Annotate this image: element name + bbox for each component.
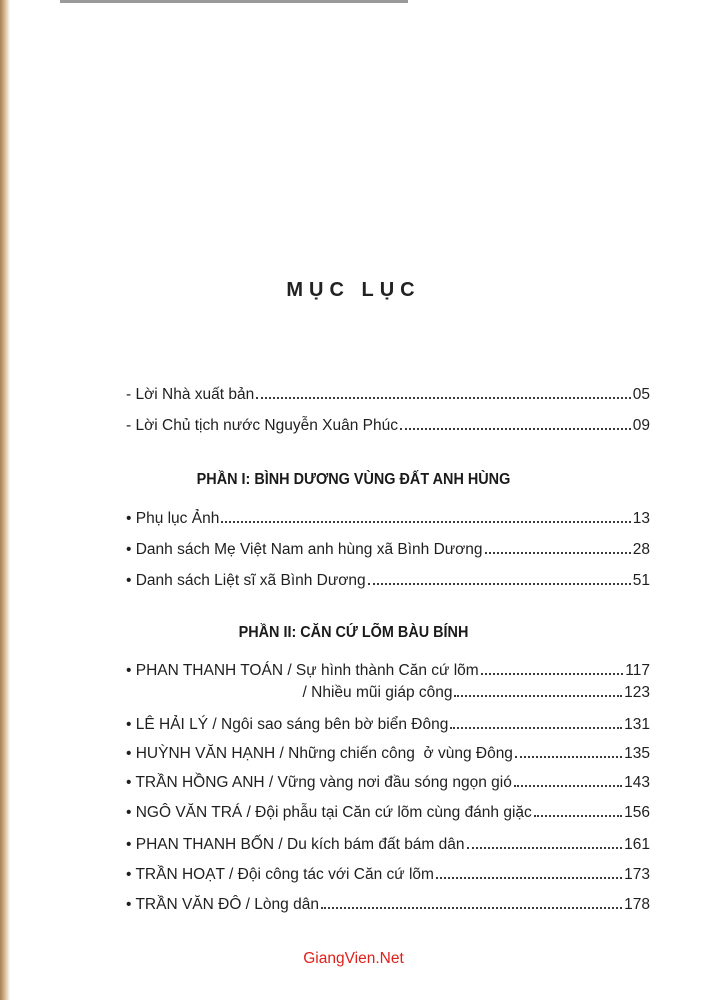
- toc-entry-label: • LÊ HẢI LÝ / Ngôi sao sáng bên bờ biển Đông: [126, 716, 449, 733]
- section-heading-part1: PHẦN I: BÌNH DƯƠNG VÙNG ĐẤT ANH HÙNG: [196, 471, 511, 488]
- toc-entry[interactable]: [126, 766, 650, 792]
- toc-entry-page: 178: [624, 896, 650, 913]
- dot-leader: [436, 877, 622, 879]
- dot-leader: [400, 428, 631, 430]
- toc-entry-label: • PHAN THANH TOÁN / Sự hình thành Căn cứ lõm: [126, 662, 479, 679]
- toc-entry[interactable]: [126, 409, 650, 435]
- toc-entry[interactable]: [126, 737, 650, 763]
- dot-leader: [515, 756, 622, 758]
- dot-leader: [481, 673, 624, 675]
- toc-entry-label: - Lời Nhà xuất bản: [126, 386, 255, 403]
- dot-leader: [221, 521, 630, 523]
- section-heading-part2: PHẦN II: CĂN CỨ LÕM BÀU BÍNH: [238, 624, 469, 641]
- toc-entry[interactable]: [126, 533, 650, 559]
- toc-entry-label: • Phụ lục Ảnh: [126, 510, 220, 527]
- dot-leader: [368, 583, 631, 585]
- toc-entry-label: / Nhiều mũi giáp công: [126, 684, 453, 701]
- toc-entry-page: 173: [624, 866, 650, 883]
- toc-entry-label: • TRẦN VĂN ĐÔ / Lòng dân: [126, 896, 319, 913]
- toc-entry-page: 05: [632, 386, 650, 403]
- page-title: MỤC LỤC: [286, 279, 421, 301]
- toc-entry-page: 135: [624, 745, 650, 762]
- toc-entry-page: 09: [632, 417, 650, 434]
- dot-leader: [454, 695, 622, 697]
- toc-entry-label: • NGÔ VĂN TRÁ / Đội phẫu tại Căn cứ lõm cùng đánh giặc: [126, 804, 532, 821]
- toc-entry[interactable]: [126, 796, 650, 822]
- dot-leader: [534, 815, 622, 817]
- toc-entry-page: 117: [625, 662, 650, 679]
- toc-entry-page: 123: [624, 684, 650, 701]
- dot-leader: [485, 552, 631, 554]
- dot-leader: [321, 907, 622, 909]
- toc-entry-label: • TRẦN HỒNG ANH / Vững vàng nơi đầu sóng ngọn gió: [126, 774, 512, 791]
- dot-leader: [467, 847, 623, 849]
- book-spine-edge: [0, 0, 10, 1000]
- dot-leader: [514, 785, 622, 787]
- toc-entry-page: 51: [632, 572, 650, 589]
- toc-entry-page: 156: [624, 804, 650, 821]
- scan-top-edge: [60, 0, 408, 3]
- toc-entry[interactable]: [126, 888, 650, 914]
- toc-entry[interactable]: [126, 564, 650, 590]
- toc-entry-label: • TRẦN HOẠT / Đội công tác với Căn cứ lõm: [126, 866, 434, 883]
- toc-entry-label: - Lời Chủ tịch nước Nguyễn Xuân Phúc: [126, 417, 398, 434]
- toc-entry-page: 28: [632, 541, 650, 558]
- toc-entry-page: 131: [624, 716, 650, 733]
- footer-watermark[interactable]: GiangVien.Net: [303, 950, 404, 967]
- toc-entry[interactable]: [126, 708, 650, 734]
- toc-entry-page: 143: [624, 774, 650, 791]
- dot-leader: [450, 727, 622, 729]
- toc-entry-page: 13: [632, 510, 650, 527]
- toc-entry-label: • PHAN THANH BỐN / Du kích bám đất bám dân: [126, 836, 465, 853]
- toc-entry[interactable]: [126, 858, 650, 884]
- toc-entry-label: • HUỲNH VĂN HẠNH / Những chiến công ở vùng Đông: [126, 745, 513, 762]
- toc-entry[interactable]: [126, 502, 650, 528]
- toc-entry[interactable]: [126, 378, 650, 404]
- toc-entry-page: 161: [624, 836, 650, 853]
- dot-leader: [256, 397, 631, 399]
- toc-entry-label: • Danh sách Mẹ Việt Nam anh hùng xã Bình Dương: [126, 541, 483, 558]
- toc-entry-label: • Danh sách Liệt sĩ xã Bình Dương: [126, 572, 366, 589]
- toc-entry[interactable]: [126, 828, 650, 854]
- toc-entry[interactable]: [126, 676, 650, 702]
